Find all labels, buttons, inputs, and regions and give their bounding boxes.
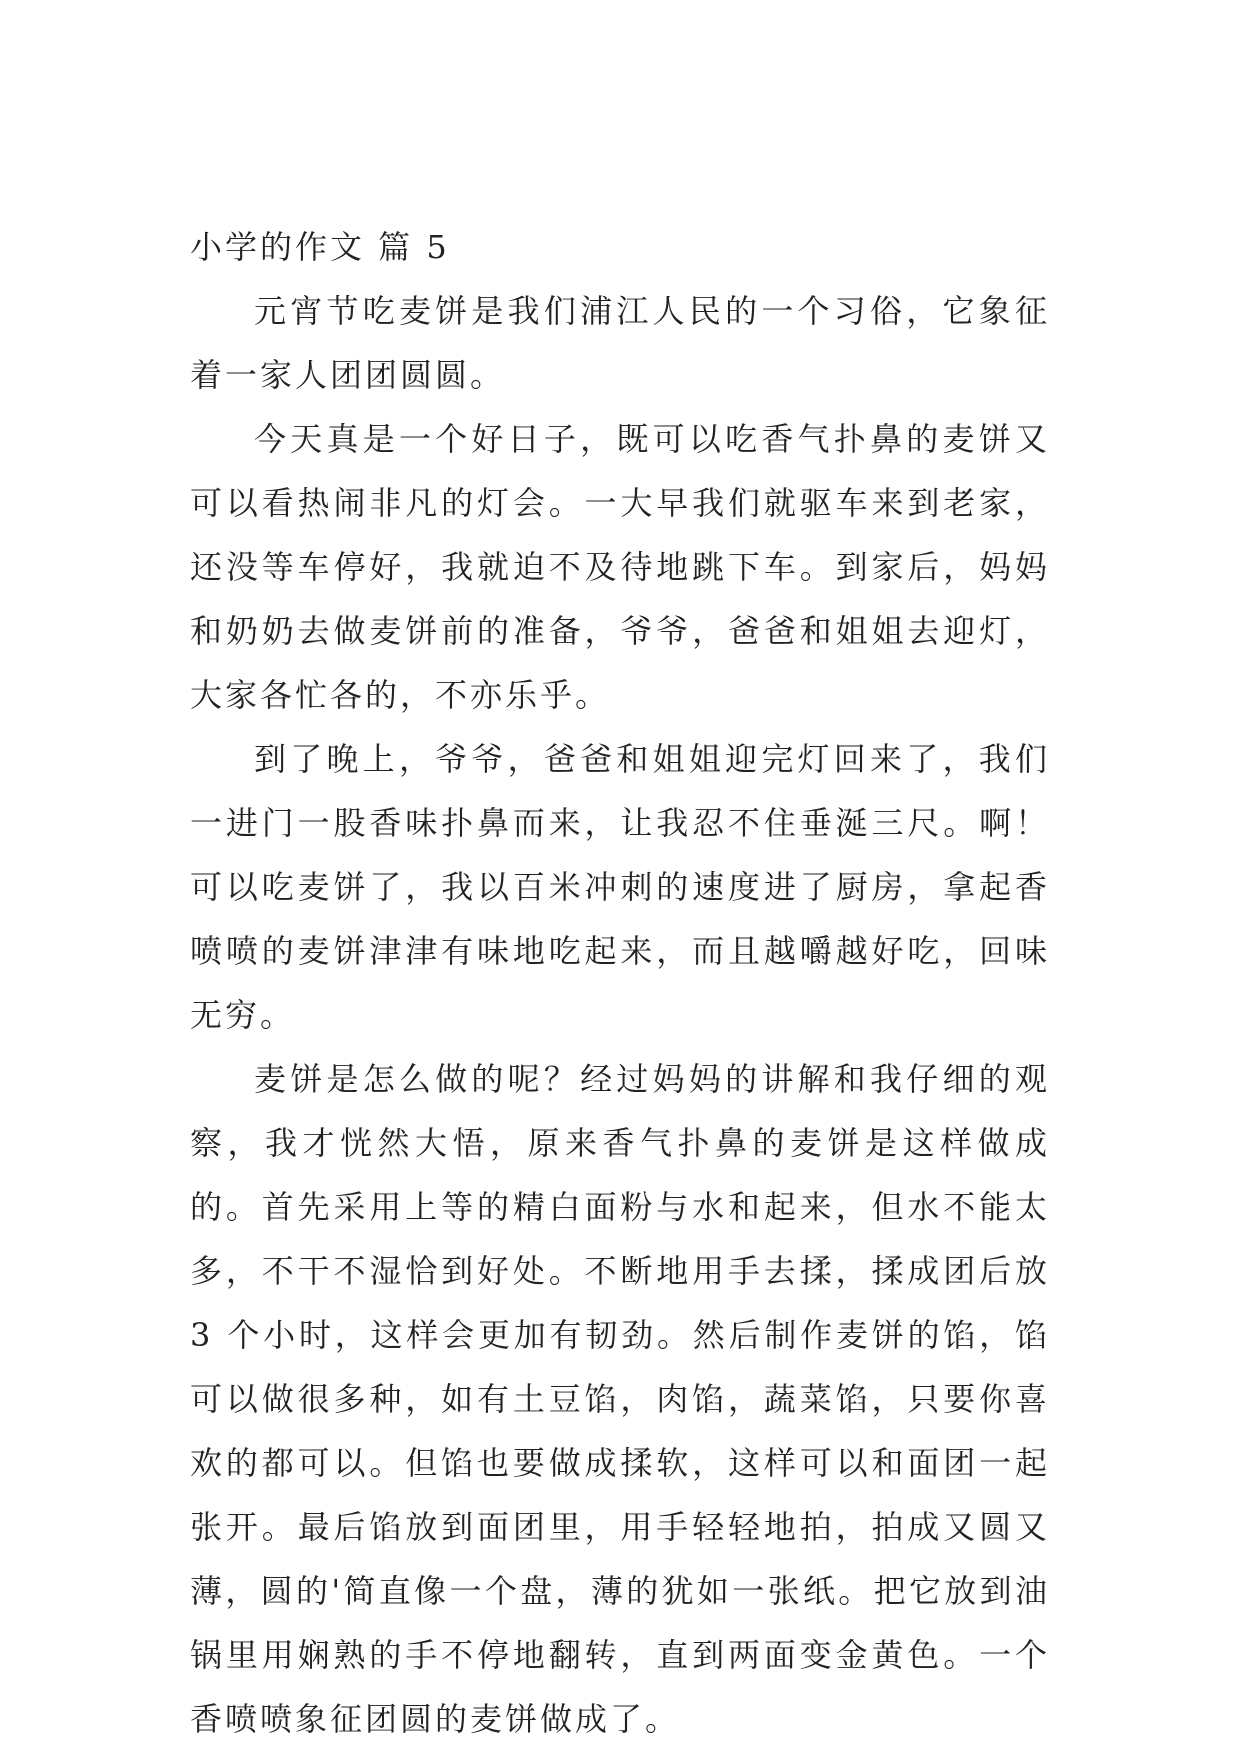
document-title: 小学的作文 篇 5	[190, 228, 450, 266]
paragraph-4: 麦饼是怎么做的呢？经过妈妈的讲解和我仔细的观察，我才恍然大悟，原来香气扑鼻的麦饼是这样做成的。首先采用上等的精白面粉与水和起来，但水不能太多，不干不湿恰到好处。不断地用手去揉，揉成团后放 3 个小时，这样会更加有韧劲。然后制作麦饼的馅，馅可以做很多种，如有土豆馅，肉馅，蔬菜馅，只要你喜欢的都可以。但馅也要做成揉软，这样可以和面团一起张开。最后馅放到面团里，用手轻轻地拍，拍成又圆又薄，圆的'简直像一个盘，薄的犹如一张纸。把它放到油锅里用娴熟的手不停地翻转，直到两面变金黄色。一个香喷喷象征团圆的麦饼做成了。	[190, 1060, 1050, 1738]
document-body	[190, 215, 1050, 1751]
paragraph-1: 元宵节吃麦饼是我们浦江人民的一个习俗，它象征着一家人团团圆圆。	[190, 292, 1050, 394]
paragraph-3: 到了晚上，爷爷，爸爸和姐姐迎完灯回来了，我们一进门一股香味扑鼻而来，让我忍不住垂涎三尺。啊！可以吃麦饼了，我以百米冲刺的速度进了厨房，拿起香喷喷的麦饼津津有味地吃起来，而且越嚼越好吃，回味无穷。	[190, 740, 1050, 1034]
paragraph-2: 今天真是一个好日子，既可以吃香气扑鼻的麦饼又可以看热闹非凡的灯会。一大早我们就驱车来到老家，还没等车停好，我就迫不及待地跳下车。到家后，妈妈和奶奶去做麦饼前的准备，爷爷，爸爸和姐姐去迎灯，大家各忙各的，不亦乐乎。	[190, 420, 1050, 714]
